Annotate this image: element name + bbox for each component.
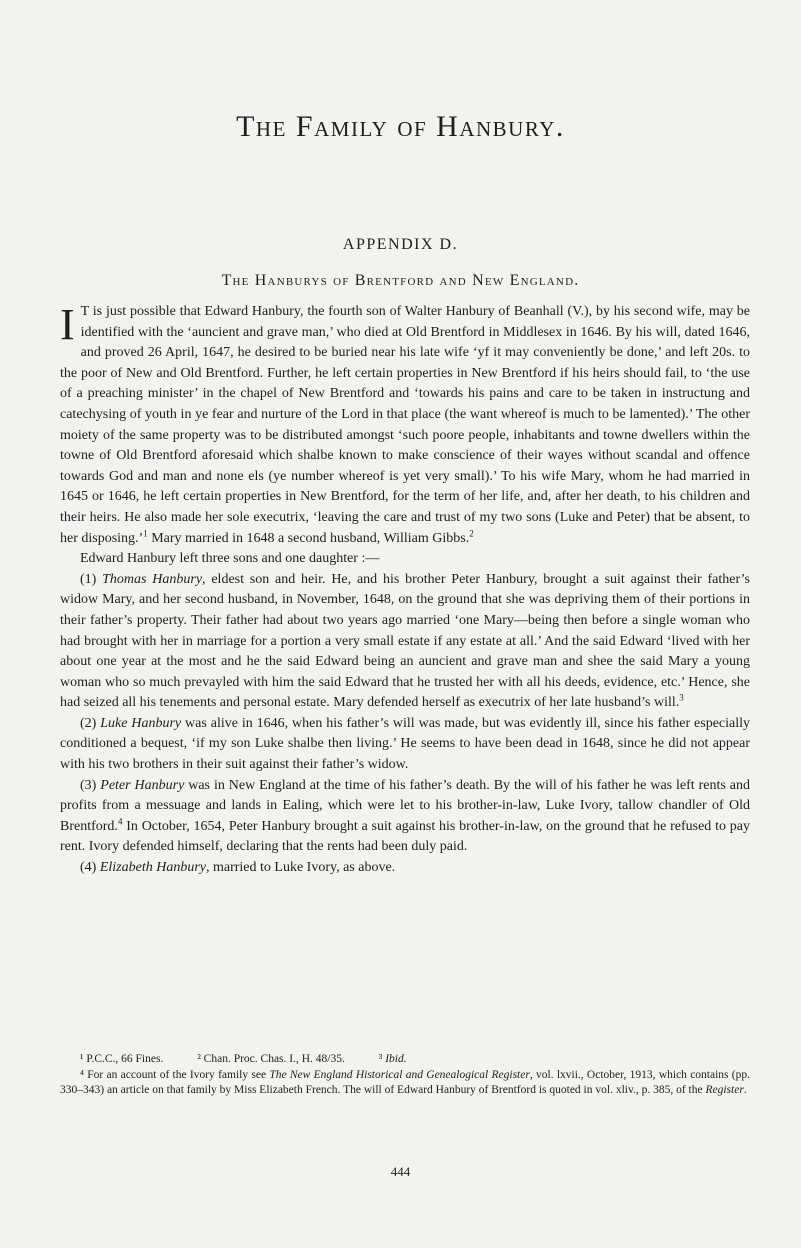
- footnote-3: ³ Ibid.: [378, 1053, 407, 1065]
- footnote-ref: 3: [679, 692, 684, 703]
- list-item-elizabeth: (4) Elizabeth Hanbury, married to Luke Ivory, as above.: [80, 860, 396, 876]
- intro-paragraph: I T is just possible that Edward Hanbury, the fourth son of Walter Hanbury of Beanhall (V.), by his second wife, may be identified with the ‘auncient and grave man,’ who died at Old Brentford in Middlesex in 1646. By his will, dated 1646, and proved 26 April, 1647, he desired to be buried near his late wife ‘yf it may conveniently be done,’ and left 20s. to the poor of New and Old Brentford. Further, he left certain properties in New Brentford if his heirs should fail, to ‘the use of a preaching minister’ in the chapel of New Brentford and ‘towards his pains and care to be taken in instructung and catechysing of youth in ye fear and nurture of the Lord in that place (the want whereof is much to be lamented).’ The other moiety of the same property was to be distributed amongst ‘such poore people, inhabitants and towne dwellers within the towne of Old Brentford aforesaid which shalbe known to make conscience of their wayes without scandal and offence towards God and man and none els (ye number whereof is yet very small).’ To his wife Mary, whom he had married in 1645 or 1646, he left certain properties in New Brentford, for the term of her life, and, after her death, to his children and their heirs. He also made her sole executrix, ‘leaving the care and trust of my two sons (Luke and Peter) that be absent, to her disposing.’$^1$ Mary married in 1648 a second husband, William Gibbs.$^2$: [60, 300, 750, 546]
- list-item-thomas: (1) Thomas Hanbury, eldest son and heir. He, and his brother Peter Hanbury, brought a suit against their father’s widow Mary, and her second husband, in November, 1648, on the ground that she was depriving them of their portions in their father’s property. Their father had about two years ago married ‘one Mary—being then before a single woman who had brought with her in marriage for a portion a very small estate if any estate at all.’ And the said Edward ‘lived with her about one year at the most and he the said Edward being an auncient and grave man and shee the said Mary a young woman who so much prevayled with him the said Edward that he trusted her with all his deeds, evidence, etc.’ Hence, she had seized all his tenements and personal estate. Mary defended herself as executrix of her late husband’s will.$^3$: [60, 571, 751, 711]
- footnote-4: ⁴ For an account of the Ivory family see The New England Historical and Genealogical Register, vol. lxvii., October, 1913, which contains (pp. 330–343) an article on that family by Miss Elizabeth French. The will of Edward Hanbury of Brentford is quoted in vol. xliv., p. 385, of the Register.: [60, 1068, 750, 1096]
- list-item-peter: (3) Peter Hanbury was in New England at the time of his father’s death. By the will of his father he was left rents and profits from a messuage and lands in Ealing, which were let to his brother-in-law, Luke Ivory, tallow chandler of Old Brentford.$^4$ In October, 1654, Peter Hanbury brought a suit against his brother-in-law, on the ground that he refused to pay rent. Ivory defended himself, declaring that the rents had been duly paid.: [60, 777, 750, 855]
- footnote-ref: 4: [117, 816, 123, 827]
- person-name: Peter Hanbury: [100, 777, 185, 793]
- sons-intro: Edward Hanbury left three sons and one daughter :—: [80, 551, 380, 567]
- person-name: Luke Hanbury: [100, 715, 182, 731]
- footnote-row: [60, 1052, 750, 1068]
- footnotes: [60, 1052, 750, 1099]
- footnote-1: ¹ P.C.C., 66 Fines.: [80, 1053, 164, 1065]
- footnote-2: ² Chan. Proc. Chas. I., H. 48/35.: [197, 1053, 345, 1065]
- running-title: The Family of Hanbury.: [236, 110, 565, 143]
- section-title: The Hanburys of Brentford and New England.: [221, 272, 580, 289]
- page-number: 444: [390, 1164, 411, 1179]
- person-name: Elizabeth Hanbury: [99, 860, 206, 876]
- footnote-ref: 2: [469, 527, 474, 538]
- person-name: Thomas Hanbury: [102, 571, 203, 587]
- list-item-luke: (2) Luke Hanbury was alive in 1646, when his father’s will was made, but was evidently ill, since his father especially conditioned a bequest, ‘if my son Luke shalbe then living.’ He seems to have been dead in 1648, since he did not appear with his two brothers in their suit against their father’s widow.: [60, 715, 750, 773]
- footnote-ref: 1: [143, 527, 148, 538]
- appendix-heading: APPENDIX D.: [342, 236, 459, 253]
- body-text: [60, 302, 750, 879]
- drop-cap: I: [60, 300, 75, 349]
